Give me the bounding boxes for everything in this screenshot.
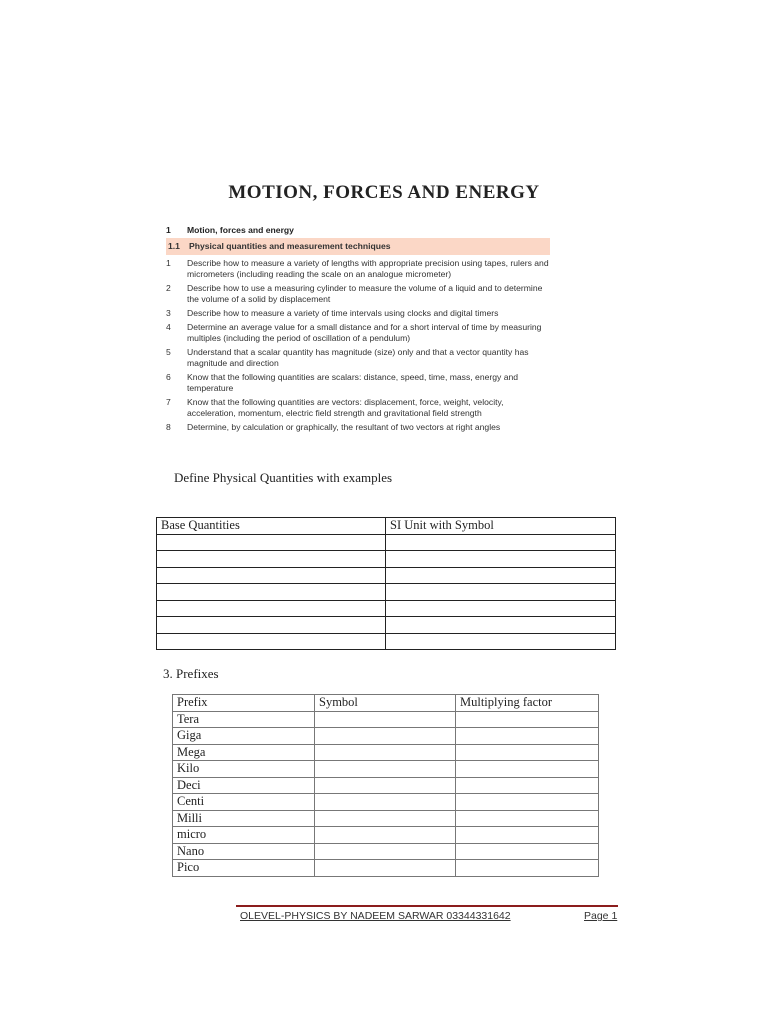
multiplying-factor-cell [456, 827, 599, 844]
syllabus-item [166, 283, 550, 305]
prefix-cell: Kilo [173, 761, 315, 778]
symbol-cell [315, 744, 456, 761]
symbol-cell [315, 810, 456, 827]
syllabus-subheader-text: Physical quantities and measurement techniques [189, 241, 391, 251]
prefix-cell: micro [173, 827, 315, 844]
table-row [173, 744, 599, 761]
table-row [173, 843, 599, 860]
table-row [173, 827, 599, 844]
multiplying-factor-cell [456, 810, 599, 827]
syllabus-item-text: Determine an average value for a small distance and for a short interval of time by measuring multiples (including the period of oscillation of a pendulum) [187, 322, 542, 343]
page-number: Page 1 [584, 910, 618, 922]
syllabus-item-text: Determine, by calculation or graphically, the resultant of two vectors at right angles [187, 422, 501, 432]
table-row [173, 777, 599, 794]
symbol-cell [315, 728, 456, 745]
base-quantities-table [156, 517, 616, 650]
symbol-cell [315, 761, 456, 778]
syllabus-item-text: Describe how to measure a variety of time intervals using clocks and digital timers [187, 308, 499, 318]
prefixes-heading: 3. Prefixes [163, 666, 219, 681]
syllabus-item-text: Describe how to measure a variety of lengths with appropriate precision using tapes, rulers and micrometers (including reading the scale on an analogue micrometer) [187, 258, 549, 279]
syllabus-subheader [166, 238, 550, 255]
si-unit-cell [386, 600, 616, 617]
syllabus-item-text: Know that the following quantities are vectors: displacement, force, weight, velocity, acceleration, momentum, electric field strength and gravitational field strength [187, 397, 504, 418]
base-quantity-cell [157, 567, 386, 584]
symbol-cell [315, 843, 456, 860]
prefix-cell: Milli [173, 810, 315, 827]
syllabus-item-text: Know that the following quantities are scalars: distance, speed, time, mass, energy and temperature [187, 372, 519, 393]
table-row [173, 810, 599, 827]
si-unit-cell [386, 567, 616, 584]
si-unit-cell [386, 633, 616, 650]
prefixes-table [172, 694, 599, 877]
syllabus-item-number: 5 [166, 347, 171, 357]
define-heading: Define Physical Quantities with examples [174, 470, 393, 485]
symbol-cell [315, 860, 456, 877]
si-unit-cell [386, 551, 616, 568]
syllabus-item-number: 1 [166, 258, 171, 268]
multiplying-factor-cell [456, 860, 599, 877]
syllabus-item-text: Understand that a scalar quantity has magnitude (size) only and that a vector quantity has magnitude and direction [187, 347, 529, 368]
prefix-cell: Nano [173, 843, 315, 860]
header-multiplying-factor: Multiplying factor [456, 695, 599, 712]
header-symbol: Symbol [315, 695, 456, 712]
table-row [157, 633, 616, 650]
syllabus-item-number: 8 [166, 422, 171, 432]
si-unit-cell [386, 617, 616, 634]
footer-text: OLEVEL-PHYSICS BY NADEEM SARWAR 03344331642 [240, 910, 511, 922]
symbol-cell [315, 794, 456, 811]
symbol-cell [315, 827, 456, 844]
symbol-cell [315, 777, 456, 794]
syllabus-item-text: Describe how to use a measuring cylinder to measure the volume of a liquid and to determine the volume of a solid by displacement [187, 283, 543, 304]
syllabus-item-number: 7 [166, 397, 171, 407]
base-quantity-cell [157, 584, 386, 601]
prefix-cell: Giga [173, 728, 315, 745]
syllabus-item [166, 372, 550, 394]
multiplying-factor-cell [456, 777, 599, 794]
syllabus-item [166, 308, 550, 319]
header-prefix: Prefix [173, 695, 315, 712]
syllabus-item [166, 422, 550, 433]
syllabus-items [166, 258, 550, 433]
multiplying-factor-cell [456, 794, 599, 811]
syllabus-subheader-number: 1.1 [168, 241, 180, 251]
si-unit-cell [386, 534, 616, 551]
page-title: MOTION, FORCES AND ENERGY [228, 182, 540, 203]
header-base-quantities: Base Quantities [157, 518, 386, 535]
footer-rule [236, 905, 618, 907]
table-row [173, 761, 599, 778]
base-quantity-cell [157, 534, 386, 551]
syllabus-item [166, 347, 550, 369]
multiplying-factor-cell [456, 711, 599, 728]
syllabus-block [166, 222, 550, 436]
syllabus-item-number: 2 [166, 283, 171, 293]
prefix-cell: Pico [173, 860, 315, 877]
syllabus-item [166, 397, 550, 419]
syllabus-item-number: 3 [166, 308, 171, 318]
syllabus-item [166, 258, 550, 280]
multiplying-factor-cell [456, 843, 599, 860]
syllabus-header-text: Motion, forces and energy [187, 224, 294, 235]
si-unit-cell [386, 584, 616, 601]
multiplying-factor-cell [456, 744, 599, 761]
syllabus-item-number: 4 [166, 322, 171, 332]
table-row [157, 551, 616, 568]
base-quantity-cell [157, 600, 386, 617]
table-header-row [173, 695, 599, 712]
prefix-cell: Centi [173, 794, 315, 811]
syllabus-item [166, 322, 550, 344]
table-header-row [157, 518, 616, 535]
prefix-cell: Tera [173, 711, 315, 728]
multiplying-factor-cell [456, 728, 599, 745]
symbol-cell [315, 711, 456, 728]
syllabus-item-number: 6 [166, 372, 171, 382]
prefix-cell: Deci [173, 777, 315, 794]
table-row [157, 600, 616, 617]
table-row [173, 794, 599, 811]
table-row [157, 534, 616, 551]
syllabus-header [166, 222, 550, 238]
table-row [173, 728, 599, 745]
table-row [173, 711, 599, 728]
header-si-unit: SI Unit with Symbol [386, 518, 616, 535]
multiplying-factor-cell [456, 761, 599, 778]
prefix-cell: Mega [173, 744, 315, 761]
syllabus-header-number: 1 [166, 224, 171, 235]
base-quantity-cell [157, 617, 386, 634]
base-quantity-cell [157, 633, 386, 650]
table-row [157, 567, 616, 584]
table-row [157, 617, 616, 634]
base-quantity-cell [157, 551, 386, 568]
table-row [173, 860, 599, 877]
table-row [157, 584, 616, 601]
